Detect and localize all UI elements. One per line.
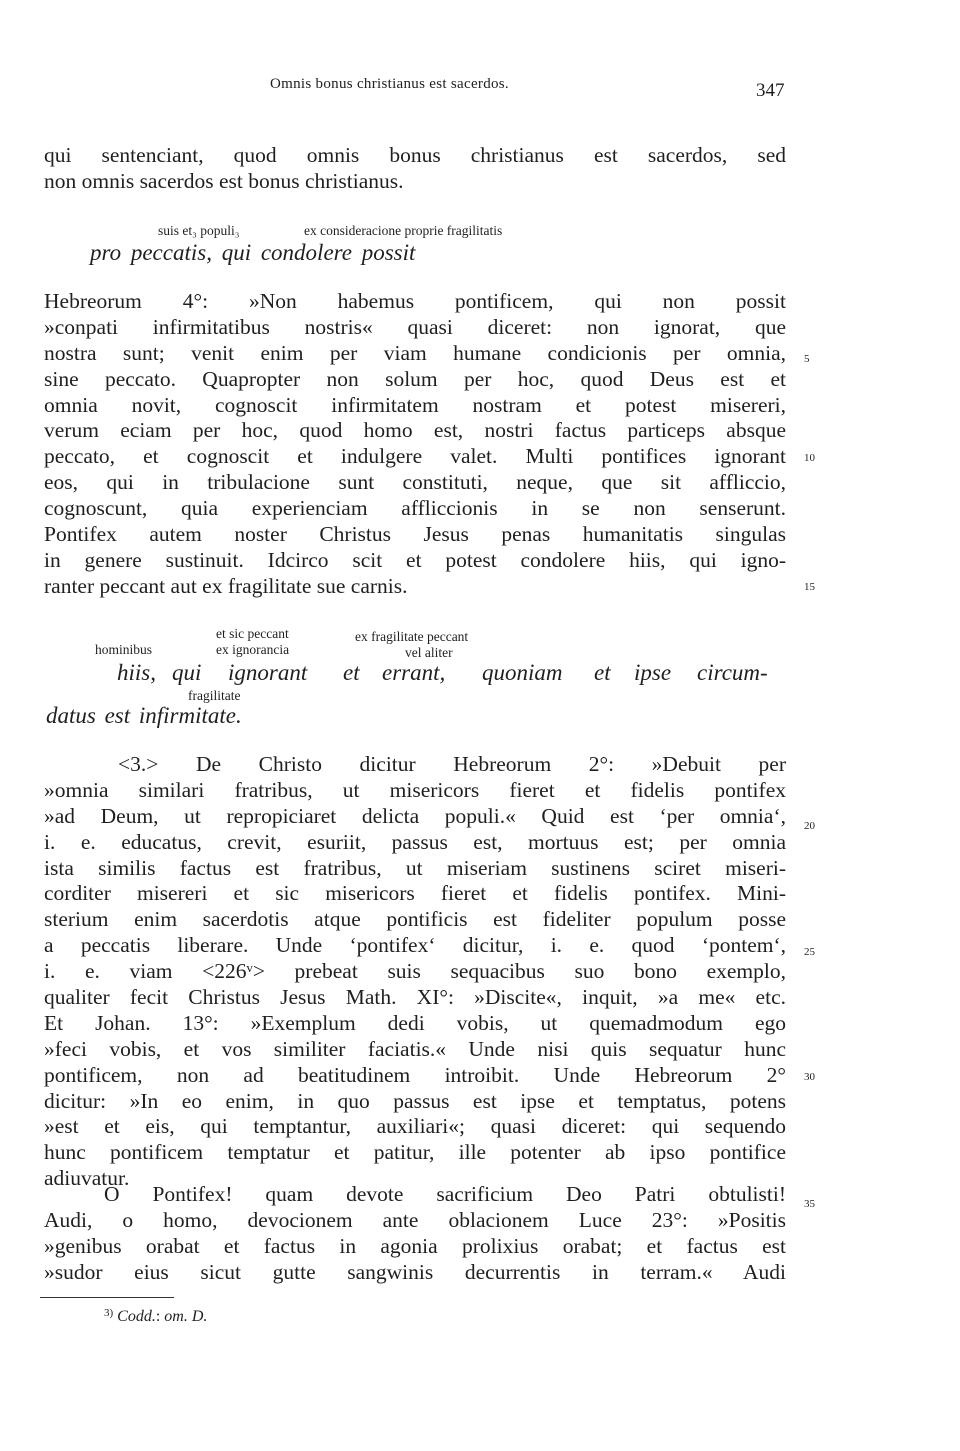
footnote xyxy=(104,1307,207,1326)
lemma-word: errant, xyxy=(382,660,446,685)
text-line: Hebreorum 4°: »Non habemus pontificem, qui non possit xyxy=(44,289,786,313)
text-line: adiuvatur. xyxy=(44,1166,130,1191)
lemma-word: qui xyxy=(172,660,202,685)
text-line: nostra sunt; venit enim per viam humane condicionis per omnia, xyxy=(44,340,786,365)
text-line: ista similis factus est fratribus, ut miseriam sustinens sciret miseri- xyxy=(44,855,786,880)
text-line: Audi, o homo, devocionem ante oblacionem Luce 23°: »Positis xyxy=(44,1207,786,1232)
text-line: sterium enim sacerdotis atque pontificis est fideliter populum posse xyxy=(44,907,786,932)
paragraph-2 xyxy=(44,752,786,1192)
footnote-text: Codd. xyxy=(117,1308,156,1325)
footnote-text: : xyxy=(155,1308,165,1325)
interlinear-gloss: hominibus xyxy=(95,642,153,657)
text-line: verum eciam per hoc, quod homo est, nostri factus particeps absque xyxy=(44,418,786,443)
interlinear-gloss: ex consideracione proprie fragilitatis xyxy=(304,223,503,238)
lemma-word: et xyxy=(594,660,611,685)
lemma-word: ignorant xyxy=(228,660,308,685)
lemma-word: hiis, xyxy=(117,660,156,685)
text-line: ranter peccant aut ex fragilitate sue carnis. xyxy=(44,573,408,598)
line-number: 35 xyxy=(804,1198,815,1210)
text-line: qui sentenciant, quod omnis bonus christianus est sacerdos, sed xyxy=(44,143,786,167)
paragraph-3 xyxy=(44,1182,786,1286)
paragraph-1 xyxy=(44,289,786,600)
lemma-word: circum- xyxy=(697,660,768,685)
text-line: dicitur: »In eo enim, in quo passus est ipse et temptatus, potens xyxy=(44,1088,786,1113)
text-line: eos, qui in tribulacione sunt constituti, neque, que sit affliccio, xyxy=(44,470,786,495)
interlinear-gloss: suis et₃ populi₃ xyxy=(158,223,240,238)
text-line: Et Johan. 13°: »Exemplum dedi vobis, ut quemadmodum ego xyxy=(44,1010,786,1035)
text-line: in genere sustinuit. Idcirco scit et potest condolere hiis, qui igno- xyxy=(44,547,786,572)
text-line: peccato, et cognoscit et indulgere valet. Multi pontifices ignorant xyxy=(44,444,786,469)
text-line: i. e. educatus, crevit, esuriit, passus est, mortuus est; per omnia xyxy=(44,829,786,854)
footnote-text: om. D. xyxy=(164,1308,208,1325)
text-line: corditer misereri et sic misericors fieret et fidelis pontifex. Mini- xyxy=(44,881,786,906)
text-line: cognoscunt, quia experienciam affliccionis in se non senserunt. xyxy=(44,496,786,521)
footnote-rule xyxy=(40,1297,174,1298)
text-line: »ad Deum, ut repropiciaret delicta populi.« Quid est ‘per omnia‘, xyxy=(44,803,786,828)
lemma-word: et xyxy=(343,660,360,685)
text-line: sine peccato. Quapropter non solum per hoc, quod Deus est et xyxy=(44,366,786,391)
line-number: 5 xyxy=(804,353,810,365)
text-line: Pontifex autem noster Christus Jesus penas humanitatis singulas xyxy=(44,522,786,547)
text-line: i. e. viam <226ᵛ> prebeat suis sequacibus suo bono exemplo, xyxy=(44,959,786,984)
intro-paragraph xyxy=(44,143,786,195)
interlinear-gloss: fragilitate xyxy=(188,688,241,703)
text-line: hunc pontificem temptatur et patitur, ille potenter ab ipso pontifice xyxy=(44,1140,786,1165)
text-line: qualiter fecit Christus Jesus Math. XI°: »Discite«, inquit, »a me« etc. xyxy=(44,985,786,1010)
text-line: »sudor eius sicut gutte sangwinis decurrentis in terram.« Audi xyxy=(44,1259,786,1284)
line-number: 10 xyxy=(804,452,815,464)
lemma-word: quoniam xyxy=(482,660,563,685)
text-line: »conpati infirmitatibus nostris« quasi diceret: non ignorat, que xyxy=(44,314,786,339)
text-line: non omnis sacerdos est bonus christianus. xyxy=(44,168,404,193)
text-line: <3.> De Christo dicitur Hebreorum 2°: »Debuit per xyxy=(118,752,786,776)
text-line: »omnia similari fratribus, ut misericors fieret et fidelis pontifex xyxy=(44,777,786,802)
text-line: a peccatis liberare. Unde ‘pontifex‘ dicitur, i. e. quod ‘pontem‘, xyxy=(44,933,786,958)
text-line: »feci vobis, et vos similiter faciatis.« Unde nisi quis sequatur hunc xyxy=(44,1036,786,1061)
footnote-marker: 3) xyxy=(104,1307,114,1319)
interlinear-gloss: vel aliter xyxy=(405,645,453,660)
lemma-word: ipse xyxy=(634,660,672,685)
text-line: pontificem, non ad beatitudinem introibit. Unde Hebreorum 2° xyxy=(44,1062,786,1087)
interlinear-gloss: ex fragilitate peccant xyxy=(355,629,469,644)
line-number: 20 xyxy=(804,820,815,832)
text-line: omnia novit, cognoscit infirmitatem nostram et potest misereri, xyxy=(44,392,786,417)
line-number: 30 xyxy=(804,1071,815,1083)
page-number: 347 xyxy=(756,80,785,101)
interlinear-gloss: ex ignorancia xyxy=(216,642,290,657)
text-line: »genibus orabat et factus in agonia prolixius orabat; et factus est xyxy=(44,1233,786,1258)
lemma-text: datus est infirmitate. xyxy=(46,703,242,728)
line-number: 25 xyxy=(804,946,815,958)
text-line: O Pontifex! quam devote sacrificium Deo Patri obtulisti! xyxy=(104,1182,786,1206)
lemma-text: pro peccatis, qui condolere possit xyxy=(90,240,416,265)
line-number: 15 xyxy=(804,581,815,593)
running-head: Omnis bonus christianus est sacerdos. xyxy=(270,76,509,92)
interlinear-gloss: et sic peccant xyxy=(216,626,289,641)
text-line: »est et eis, qui temptantur, auxiliari«; quasi diceret: qui sequendo xyxy=(44,1114,786,1139)
